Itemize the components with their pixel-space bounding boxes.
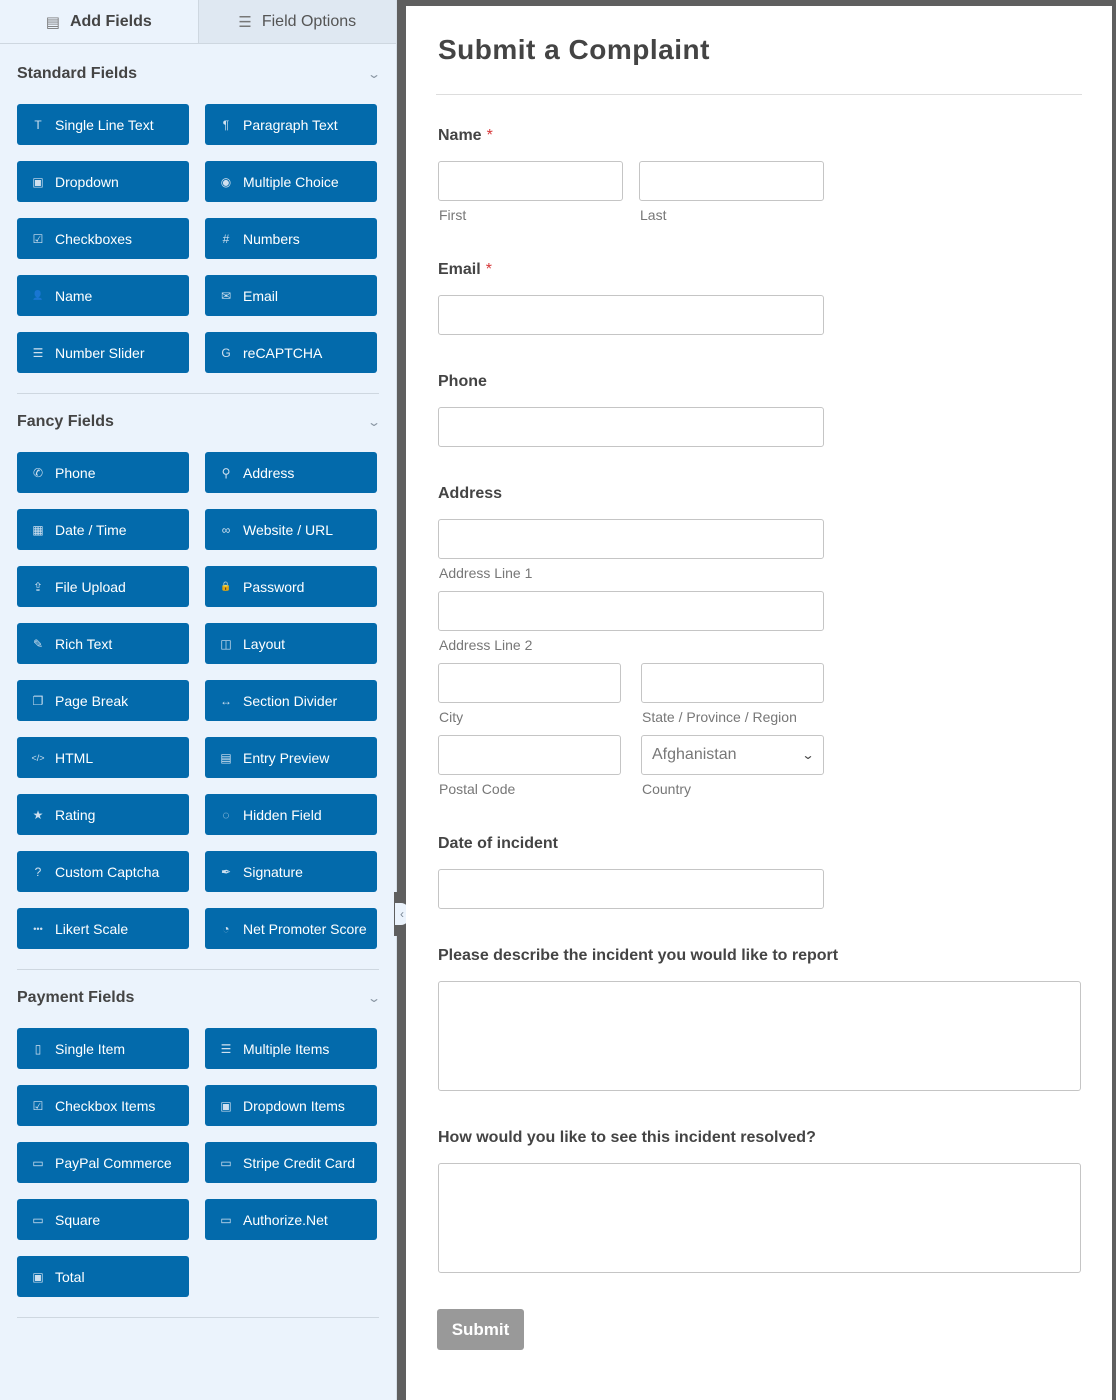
field-button[interactable] <box>17 794 189 835</box>
address-line1-sublabel: Address Line 1 <box>439 565 533 581</box>
field-button-label: Rating <box>55 806 96 823</box>
field-button-grid <box>0 436 396 949</box>
field-button-label: Email <box>243 287 279 304</box>
field-button[interactable] <box>17 1142 189 1183</box>
country-select[interactable] <box>641 735 824 775</box>
field-button-label: Rich Text <box>55 635 113 652</box>
date-input[interactable] <box>438 869 824 909</box>
address-line2-input[interactable] <box>438 591 824 631</box>
code-icon: </> <box>31 752 45 763</box>
link-icon: ∞ <box>221 522 231 537</box>
money-icon: ▣ <box>32 1269 44 1284</box>
city-sublabel: City <box>439 709 464 725</box>
arrows-h-icon: ↔ <box>220 693 232 708</box>
resolve-label: How would you like to see this incident resolved? <box>438 1129 816 1146</box>
field-button-label: Name <box>55 287 93 304</box>
email-input[interactable] <box>438 295 824 335</box>
field-button-label: Authorize.Net <box>243 1211 328 1228</box>
required-marker: * <box>485 261 492 278</box>
country-sublabel: Country <box>642 781 692 797</box>
field-button[interactable] <box>205 509 377 550</box>
field-button[interactable] <box>17 509 189 550</box>
gauge-icon: ◔ <box>222 921 230 936</box>
field-button-label: Paragraph Text <box>243 116 338 133</box>
field-button[interactable] <box>17 1085 189 1126</box>
field-button-label: Page Break <box>55 692 129 709</box>
tab-label: Field Options <box>261 12 357 30</box>
field-button-label: Layout <box>243 635 286 652</box>
name-label <box>438 127 493 145</box>
field-button-label: Password <box>243 578 305 595</box>
field-button-label: Section Divider <box>243 692 338 709</box>
calendar-icon: ▦ <box>32 522 44 537</box>
field-button[interactable] <box>205 1085 377 1126</box>
field-button-label: Date / Time <box>55 521 127 538</box>
field-button-label: Net Promoter Score <box>243 920 367 937</box>
field-button[interactable] <box>205 851 377 892</box>
email-label-text: Email <box>438 261 481 278</box>
field-button[interactable] <box>17 566 189 607</box>
sliders-icon: ☰ <box>238 13 252 31</box>
field-button-label: Number Slider <box>55 344 145 361</box>
list-ul-icon: ☰ <box>220 1041 232 1056</box>
phone-input[interactable] <box>438 407 824 447</box>
field-button-label: Phone <box>55 464 96 481</box>
field-button-label: Multiple Items <box>243 1040 330 1057</box>
file-text-icon: ▤ <box>220 750 232 765</box>
upload-icon: ⇪ <box>32 579 44 594</box>
field-button[interactable] <box>205 161 377 202</box>
section-title: Payment Fields <box>17 989 135 1006</box>
required-marker: * <box>486 127 493 144</box>
name-first-sublabel: First <box>439 207 467 223</box>
chevron-left-icon: ‹ <box>395 903 409 925</box>
tab-field-options[interactable] <box>198 0 397 44</box>
field-button[interactable] <box>17 680 189 721</box>
field-button[interactable] <box>17 218 189 259</box>
field-button[interactable] <box>205 1142 377 1183</box>
form-title: Submit a Complaint <box>438 34 710 65</box>
credit-card-icon: ▭ <box>32 1212 44 1227</box>
state-sublabel: State / Province / Region <box>642 709 797 725</box>
postal-code-input[interactable] <box>438 735 621 775</box>
submit-button[interactable]: Submit <box>437 1309 524 1350</box>
add-fields-panel <box>0 0 397 1400</box>
field-button[interactable] <box>205 737 377 778</box>
chevron-down-icon: ⌄ <box>366 67 382 81</box>
field-button[interactable] <box>205 680 377 721</box>
postal-code-sublabel: Postal Code <box>439 781 516 797</box>
country-selected-value: Afghanistan <box>652 746 737 763</box>
field-button[interactable] <box>205 1199 377 1240</box>
field-button-label: reCAPTCHA <box>243 344 323 361</box>
section-header[interactable] <box>0 408 396 436</box>
chevron-down-icon: ⌄ <box>366 415 382 429</box>
field-button[interactable] <box>205 452 377 493</box>
map-marker-icon: ⚲ <box>221 465 231 480</box>
field-button-label: Signature <box>243 863 303 880</box>
chevron-down-icon: ⌄ <box>801 748 815 762</box>
field-button[interactable] <box>205 566 377 607</box>
address-line2-sublabel: Address Line 2 <box>439 637 533 653</box>
field-button[interactable] <box>205 623 377 664</box>
field-button-label: Hidden Field <box>243 806 322 823</box>
phone-label: Phone <box>438 373 487 390</box>
name-last-input[interactable] <box>639 161 824 201</box>
field-button[interactable] <box>205 104 377 145</box>
state-input[interactable] <box>641 663 824 703</box>
field-button-label: Single Line Text <box>55 116 154 133</box>
panel-tabs <box>0 0 396 44</box>
field-button[interactable] <box>17 623 189 664</box>
envelope-icon: ✉ <box>220 288 232 303</box>
field-button-label: PayPal Commerce <box>55 1154 172 1171</box>
edit-icon: ✎ <box>32 636 44 651</box>
field-button-label: Numbers <box>243 230 300 247</box>
field-button[interactable] <box>205 908 377 949</box>
checkbox-icon: ☑ <box>32 231 44 246</box>
field-button[interactable] <box>17 1199 189 1240</box>
field-button-label: Website / URL <box>243 521 333 538</box>
section-divider <box>17 393 379 394</box>
title-divider <box>436 94 1082 95</box>
checkbox-icon: ☑ <box>32 1098 44 1113</box>
dropdown-icon: ▣ <box>220 1098 232 1113</box>
email-label <box>438 261 492 279</box>
field-button[interactable] <box>17 104 189 145</box>
credit-card-icon: ▭ <box>220 1212 232 1227</box>
credit-card-icon: ▭ <box>32 1155 44 1170</box>
field-button[interactable] <box>17 332 189 373</box>
field-button-label: Likert Scale <box>55 920 129 937</box>
city-input[interactable] <box>438 663 621 703</box>
address-label: Address <box>438 485 503 502</box>
describe-label: Please describe the incident you would like to report <box>438 947 839 964</box>
slider-icon: ☰ <box>32 345 44 360</box>
field-button[interactable] <box>17 737 189 778</box>
radio-icon: ◉ <box>220 174 232 189</box>
field-button-label: Entry Preview <box>243 749 330 766</box>
field-button[interactable] <box>17 1028 189 1069</box>
user-icon: 👤 <box>32 290 44 300</box>
field-button-label: Total <box>55 1268 85 1285</box>
field-button-label: Checkboxes <box>55 230 133 247</box>
section-header[interactable] <box>0 984 396 1012</box>
field-button[interactable] <box>17 908 189 949</box>
field-button-label: Checkbox Items <box>55 1097 156 1114</box>
section-title: Standard Fields <box>17 65 138 82</box>
field-button[interactable] <box>205 332 377 373</box>
hash-icon: # <box>222 231 230 246</box>
field-button[interactable] <box>17 161 189 202</box>
field-button[interactable] <box>205 218 377 259</box>
name-last-sublabel: Last <box>640 207 667 223</box>
date-label: Date of incident <box>438 835 559 852</box>
field-button-label: Stripe Credit Card <box>243 1154 356 1171</box>
section-header[interactable] <box>0 60 396 88</box>
dropdown-icon: ▣ <box>32 174 44 189</box>
field-button-label: Dropdown Items <box>243 1097 345 1114</box>
ellipsis-icon: ••• <box>33 923 43 934</box>
field-sections <box>0 60 396 1318</box>
field-button[interactable] <box>205 275 377 316</box>
field-button[interactable] <box>17 275 189 316</box>
field-button[interactable] <box>17 452 189 493</box>
field-button-grid <box>0 1012 396 1297</box>
name-first-input[interactable] <box>438 161 623 201</box>
lock-icon: 🔒 <box>220 581 232 591</box>
section-title: Fancy Fields <box>17 413 114 430</box>
phone-icon: ✆ <box>32 465 44 480</box>
field-button[interactable] <box>205 1028 377 1069</box>
tab-label: Add Fields <box>69 12 152 30</box>
field-button-label: Custom Captcha <box>55 863 160 880</box>
copy-icon: ❐ <box>32 693 44 708</box>
question-circle-icon: ? <box>34 864 42 879</box>
credit-card-icon: ▭ <box>220 1155 232 1170</box>
field-button[interactable] <box>17 1256 189 1297</box>
chevron-down-icon: ⌄ <box>366 991 382 1005</box>
section-divider <box>17 1317 379 1318</box>
resolve-textarea[interactable] <box>438 1163 1081 1273</box>
field-button-label: Multiple Choice <box>243 173 339 190</box>
field-button-label: HTML <box>55 749 94 766</box>
pen-icon: ✒ <box>220 864 232 879</box>
section-divider <box>17 969 379 970</box>
text-icon: T <box>34 117 42 132</box>
describe-textarea[interactable] <box>438 981 1081 1091</box>
field-button-label: File Upload <box>55 578 126 595</box>
star-icon: ★ <box>32 807 44 822</box>
field-button-label: Dropdown <box>55 173 119 190</box>
paragraph-icon: ¶ <box>222 117 230 132</box>
list-icon: ▤ <box>45 13 60 31</box>
field-button-grid <box>0 88 396 373</box>
address-line1-input[interactable] <box>438 519 824 559</box>
eye-slash-icon: ◌ <box>222 807 230 822</box>
field-button[interactable] <box>205 794 377 835</box>
field-button-label: Address <box>243 464 295 481</box>
file-icon: ▯ <box>34 1041 42 1056</box>
field-button-label: Single Item <box>55 1040 126 1057</box>
name-label-text: Name <box>438 127 482 144</box>
field-button[interactable] <box>17 851 189 892</box>
field-button-label: Square <box>55 1211 101 1228</box>
tab-add-fields[interactable] <box>0 0 198 44</box>
form-preview <box>406 6 1112 1400</box>
google-icon: G <box>221 345 231 360</box>
columns-icon: ◫ <box>220 636 232 651</box>
